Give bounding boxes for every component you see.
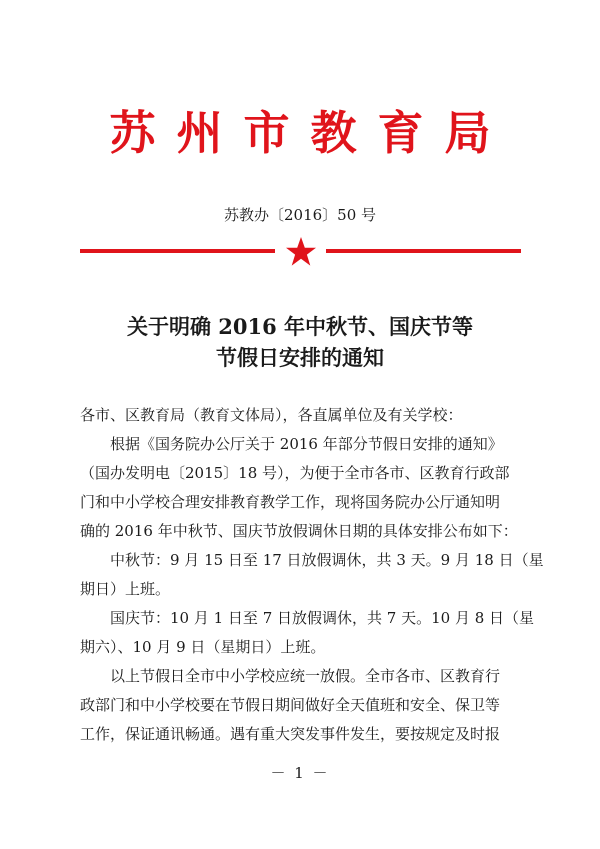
paragraph-line: 政部门和中小学校要在节假日期间做好全天值班和安全、保卫等 bbox=[80, 696, 501, 714]
paragraph-basis bbox=[80, 430, 520, 546]
notice-title-line-1: 关于明确 2016 年中秋节、国庆节等 bbox=[126, 314, 474, 339]
paragraph-line: 以上节假日全市中小学校应统一放假。全市各市、区教育行 bbox=[110, 667, 501, 685]
paragraph-line: 工作，保证通讯畅通。遇有重大突发事件发生，要按规定及时报 bbox=[80, 725, 501, 743]
page-number: － 1 － bbox=[270, 764, 330, 782]
header-rule-left bbox=[80, 249, 275, 253]
paragraph-line: 国庆节：10 月 1 日至 7 日放假调休，共 7 天。10 月 8 日（星 bbox=[110, 609, 535, 627]
paragraph-line: 根据《国务院办公厅关于 2016 年部分节假日安排的通知》 bbox=[110, 435, 503, 453]
paragraph-line: 中秋节：9 月 15 日至 17 日放假调休，共 3 天。9 月 18 日（星 bbox=[110, 551, 544, 569]
paragraph-mid-autumn bbox=[80, 546, 544, 604]
document-number: 苏教办〔2016〕50 号 bbox=[223, 206, 377, 224]
notice-title-line-2: 节假日安排的通知 bbox=[216, 345, 384, 370]
header-rule-right bbox=[326, 249, 521, 253]
paragraph-line: 确的 2016 年中秋节、国庆节放假调休日期的具体安排公布如下： bbox=[80, 522, 518, 540]
paragraph-requirements bbox=[80, 662, 520, 749]
star-icon bbox=[285, 236, 317, 268]
paragraph-line: （国办发明电〔2015〕18 号），为便于全市各市、区教育行政部 bbox=[80, 464, 510, 482]
paragraph-line: 期日）上班。 bbox=[80, 580, 171, 598]
paragraph-line: 期六）、10 月 9 日（星期日）上班。 bbox=[80, 638, 326, 656]
issuer-name: 苏州市教育局 bbox=[109, 106, 512, 160]
star-shape bbox=[286, 237, 316, 266]
salutation: 各市、区教育局（教育文体局），各直属单位及有关学校： bbox=[80, 406, 463, 424]
paragraph-line: 门和中小学校合理安排教育教学工作，现将国务院办公厅通知明 bbox=[80, 493, 501, 511]
paragraph-national-day bbox=[80, 604, 535, 662]
